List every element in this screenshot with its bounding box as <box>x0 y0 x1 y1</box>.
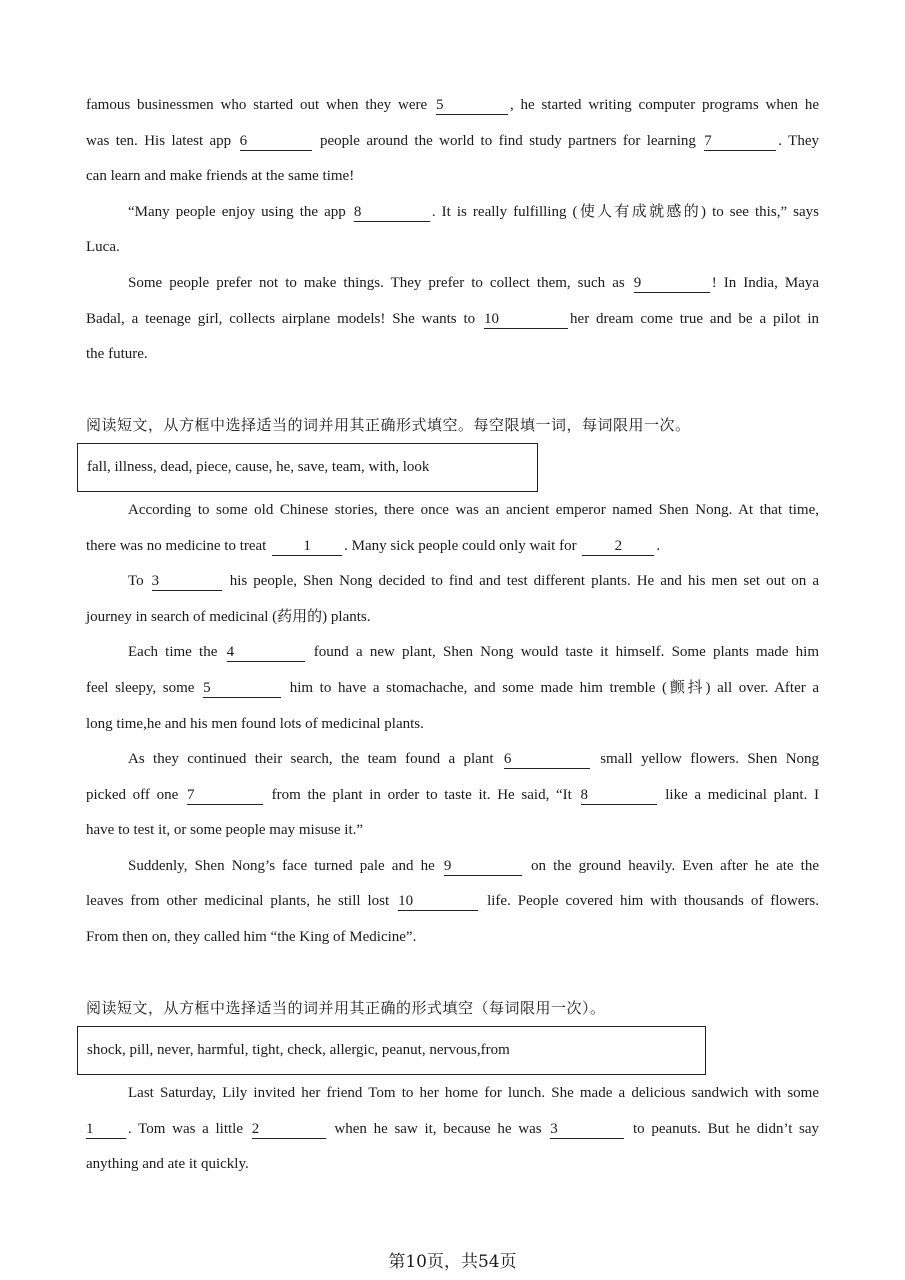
page-number: 第10页，共54页 <box>388 1252 517 1272</box>
blank-7[interactable]: 7 <box>187 787 263 805</box>
blank-3[interactable]: 3 <box>550 1121 624 1139</box>
blank-3[interactable]: 3 <box>152 573 222 591</box>
blank-6[interactable]: 6 <box>240 133 312 151</box>
blank-10[interactable]: 10 <box>398 893 478 911</box>
blank-1[interactable]: 1 <box>86 1121 126 1139</box>
section-b-line-6: feel sleepy, some 5 him to have a stomachache, and some made him tremble (颤抖) all over. After a <box>86 680 820 696</box>
passage-a-line-8: the future. <box>86 346 148 362</box>
section-c-heading: 阅读短文，从方框中选择适当的词并用其正确的形式填空（每词限用一次）。 <box>86 999 606 1017</box>
passage-a-line-5: Luca. <box>86 239 120 255</box>
passage-a-line-1: famous businessmen who started out when they were 5 , he started writing computer programs when he <box>86 97 819 113</box>
section-c-line-1: Last Saturday, Lily invited her friend Tom to her home for lunch. She made a delicious sandwich with some <box>128 1085 819 1101</box>
section-b-line-10: have to test it, or some people may misuse it.” <box>86 822 364 838</box>
blank-2[interactable]: 2 <box>252 1121 326 1139</box>
blank-5[interactable]: 5 <box>436 97 508 115</box>
blank-6[interactable]: 6 <box>504 751 590 769</box>
section-b-line-7: long time,he and his men found lots of medicinal plants. <box>86 716 424 732</box>
section-b-line-1: According to some old Chinese stories, there once was an ancient emperor named Shen Nong. At that time, <box>128 502 819 518</box>
section-c-word-box: shock, pill, never, harmful, tight, check, allergic, peanut, nervous,from <box>77 1026 706 1075</box>
blank-4[interactable]: 4 <box>227 644 305 662</box>
blank-1[interactable]: 1 <box>272 538 342 556</box>
section-b-line-11: Suddenly, Shen Nong’s face turned pale and he 9 on the ground heavily. Even after he ate the <box>128 858 819 874</box>
blank-9[interactable]: 9 <box>444 858 522 876</box>
blank-5[interactable]: 5 <box>203 680 281 698</box>
blank-8[interactable]: 8 <box>354 204 430 222</box>
blank-2[interactable]: 2 <box>582 538 654 556</box>
passage-a-line-7: Badal, a teenage girl, collects airplane models! She wants to 10 her dream come true and be a pilot in <box>86 311 820 327</box>
blank-9[interactable]: 9 <box>634 275 710 293</box>
section-b-line-5: Each time the 4 found a new plant, Shen Nong would taste it himself. Some plants made him <box>128 644 819 660</box>
section-c-line-2: 1 . Tom was a little 2 when he saw it, because he was 3 to peanuts. But he didn’t say <box>86 1121 820 1137</box>
section-b-line-9: picked off one 7 from the plant in order to taste it. He said, “It 8 like a medicinal plant. I <box>86 787 820 803</box>
section-b-line-12: leaves from other medicinal plants, he still lost 10 life. People covered him with thousands of flowers. <box>86 893 819 909</box>
blank-10[interactable]: 10 <box>484 311 568 329</box>
passage-a-line-2: was ten. His latest app 6 people around the world to find study partners for learning 7 . They <box>86 133 819 149</box>
passage-a-line-4: “Many people enjoy using the app 8 . It is really fulfilling (使人有成就感的) to see this,” says <box>128 204 819 220</box>
blank-8[interactable]: 8 <box>581 787 657 805</box>
section-b-word-box: fall, illness, dead, piece, cause, he, save, team, with, look <box>77 443 538 492</box>
section-b-heading: 阅读短文，从方框中选择适当的词并用其正确形式填空。每空限填一词，每词限用一次。 <box>86 416 691 434</box>
section-b-line-2: there was no medicine to treat 1 . Many sick people could only wait for 2 . <box>86 538 661 554</box>
section-b-line-4: journey in search of medicinal (药用的) plants. <box>86 609 371 625</box>
section-b-line-13: From then on, they called him “the King of Medicine”. <box>86 929 417 945</box>
passage-a-line-6: Some people prefer not to make things. They prefer to collect them, such as 9 ! In India, Maya <box>128 275 820 291</box>
passage-a-line-3: can learn and make friends at the same time! <box>86 168 355 184</box>
section-b-line-8: As they continued their search, the team found a plant 6 small yellow flowers. Shen Nong <box>128 751 820 767</box>
blank-7[interactable]: 7 <box>704 133 776 151</box>
section-c-line-3: anything and ate it quickly. <box>86 1156 249 1172</box>
section-b-line-3: To 3 his people, Shen Nong decided to find and test different plants. He and his men set out on a <box>128 573 819 589</box>
